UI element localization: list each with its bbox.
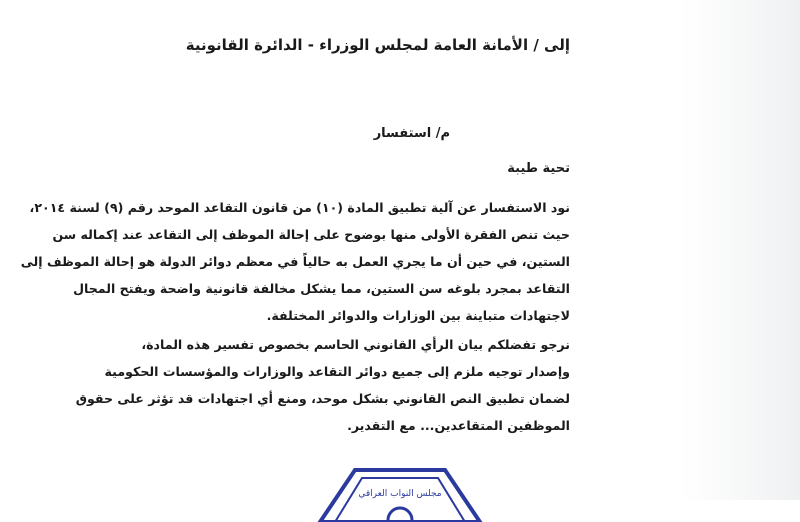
subject-line: م/ استفسار (373, 126, 450, 141)
greeting-line: تحية طيبة (507, 161, 570, 176)
addressee-line: إلى / الأمانة العامة لمجلس الوزراء - الدائرة القانونية (185, 36, 570, 54)
paragraph-line: نود الاستفسار عن آلية تطبيق المادة (١٠) من قانون التقاعد الموحد رقم (٩) لسنة ٢٠١٤، (29, 200, 570, 215)
seal-emblem-icon (388, 508, 412, 522)
paragraph-line: التقاعد بمجرد بلوغه سن الستين، مما يشكل مخالفة قانونية واضحة ويفتح المجال (73, 281, 570, 296)
paragraph-line: لاجتهادات متباينة بين الوزارات والدوائر المختلفة. (266, 308, 570, 323)
seal-text: مجلس النواب العراقي (358, 489, 442, 499)
paragraph-line: لضمان تطبيق النص القانوني بشكل موحد، ومنع أي اجتهادات قد تؤثر على حقوق (75, 391, 570, 406)
seal-inner-octagon (335, 478, 465, 522)
paragraph-request (30, 331, 570, 439)
official-seal-stamp (280, 462, 520, 522)
paragraph-line: حيث تنص الفقرة الأولى منها بوضوح على إحالة الموظف إلى التقاعد عند إكماله سن (52, 227, 570, 242)
paragraph-line: نرجو تفضلكم بيان الرأي القانوني الحاسم بخصوص تفسير هذه المادة، (141, 337, 570, 352)
paragraph-line: الستين، في حين أن ما يجري العمل به حالياً في معظم دوائر الدولة هو إحالة الموظف إلى (20, 254, 570, 269)
paragraph-line: وإصدار توجيه ملزم إلى جميع دوائر التقاعد والوزارات والمؤسسات الحكومية (104, 364, 570, 379)
paragraph-line: الموظفين المتقاعدين... مع التقدير. (347, 418, 570, 433)
paragraph-inquiry (20, 194, 570, 329)
